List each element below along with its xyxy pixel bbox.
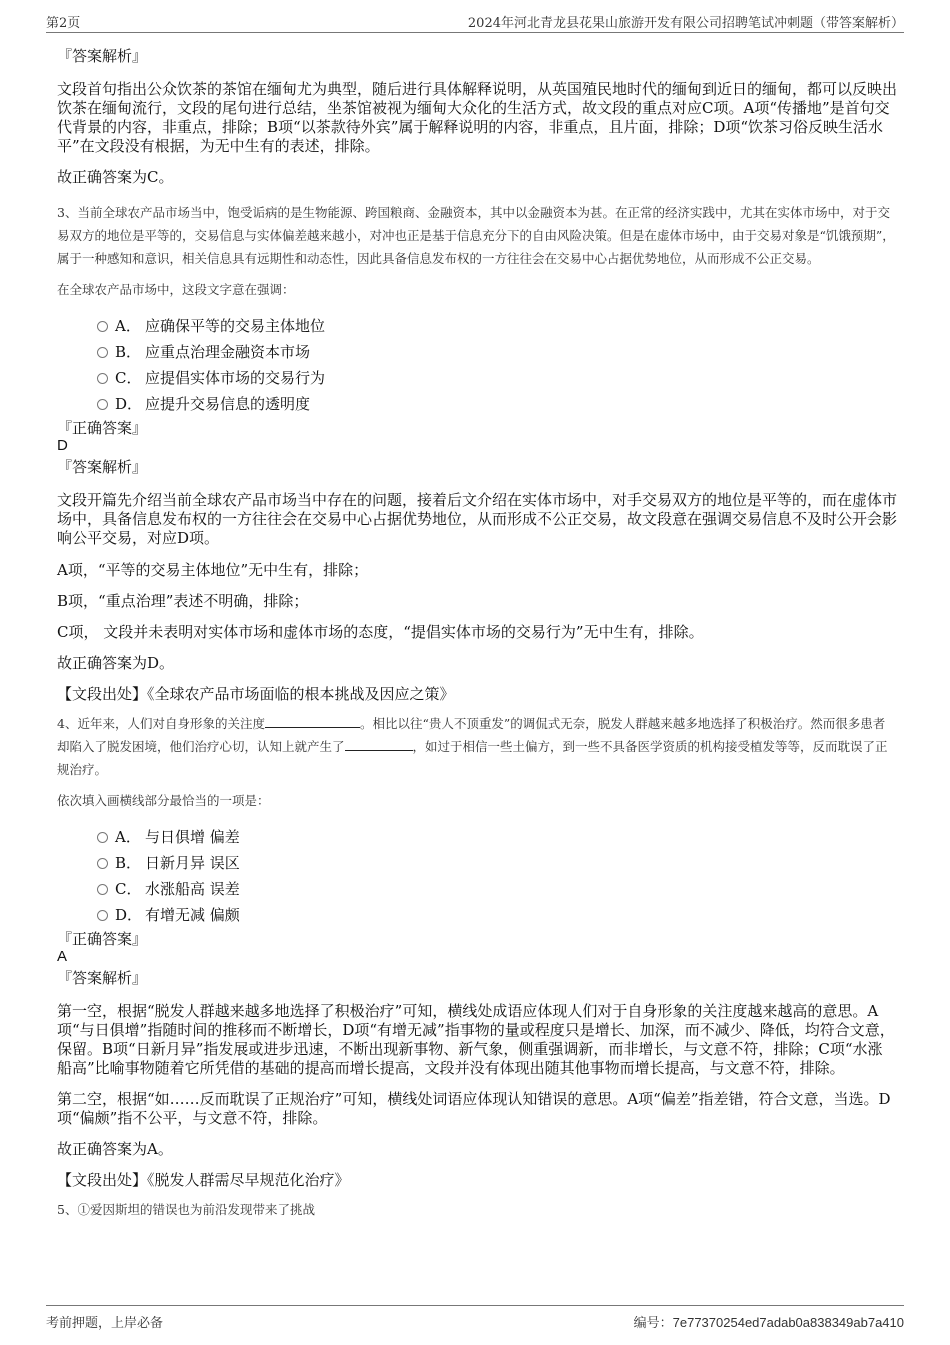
q3-analysis-tag: 『答案解析』 [57,458,148,476]
q3-stem: 3、当前全球农产品市场当中，饱受诟病的是生物能源、跨国粮商、金融资本，其中以金融资本为甚。在正常的经济实践中，尤其在实体市场中，对于交易双方的地位是平等的，交易信息与实体偏差越来越小，对冲也正是基于信息充分下的自由风险决策。但是在虚体市场中，由于交易对象是“饥饿预期”，属于一种感知和意识，相关信息具有远期性和动态性，因此具备信息发布权的一方往往会在交易中心占据优势地位，从而形成不公正交易。 [57,205,895,266]
footer-slogan: 考前押题，上岸必备 [46,1316,164,1331]
q4-option-a[interactable] [57,824,897,850]
option-text: 应提升交易信息的透明度 [145,395,311,413]
radio-icon[interactable] [97,347,108,358]
option-letter: B． [115,343,142,361]
q3-note-a: A项，“平等的交易主体地位”无中生有，排除； [57,561,369,579]
option-letter: D． [115,906,143,924]
q3-option-b[interactable] [57,339,897,365]
q3-source: 【文段出处】《全球农产品市场面临的根本挑战及因应之策》 [57,685,455,703]
q5-stem: 5、①爱因斯坦的错误也为前沿发现带来了挑战 [57,1202,315,1217]
option-letter: C． [115,880,142,898]
radio-icon[interactable] [97,373,108,384]
q4-analysis-tag: 『答案解析』 [57,969,148,987]
q4-option-b[interactable] [57,850,897,876]
option-letter: C． [115,369,142,387]
option-text: 应提倡实体市场的交易行为 [145,369,326,387]
q4-stem-part-2: 。相比以往“贵人不顶重发”的调侃式无奈，脱发人群越来越多地选择了积极治疗。然而很多患者却陷入了脱发困境，他们治疗心切，认知上就产生了 [57,716,886,754]
q4-source: 【文段出处】《脱发人群需尽早规范化治疗》 [57,1171,350,1189]
page-header [46,10,904,33]
option-text: 日新月异 误区 [145,854,240,872]
q4-stem-part-1: 4、近年来，人们对自身形象的关注度 [57,716,265,731]
q4-answer-tag: 『正确答案』 [57,930,148,948]
q3-option-d[interactable] [57,391,897,417]
option-text: 有增无减 偏颇 [145,906,240,924]
document-title: 2024年河北青龙县花果山旅游开发有限公司招聘笔试冲刺题（带答案解析） [467,16,904,31]
radio-icon[interactable] [97,910,108,921]
option-letter: D． [115,395,143,413]
fill-blank-2[interactable] [345,738,413,751]
page-content [57,46,897,1221]
q3-option-a[interactable] [57,313,897,339]
radio-icon[interactable] [97,321,108,332]
q3-analysis: 文段开篇先介绍当前全球农产品市场当中存在的问题，接着后文介绍在实体市场中，对手交易双方的地位是平等的，而在虚体市场中，具备信息发布权的一方往往会在交易中心占据优势地位，从而形成不公正交易，故文段意在强调交易信息不及时公开会影响公平交易，对应D项。 [57,491,898,547]
option-text: 应重点治理金融资本市场 [145,343,311,361]
radio-icon[interactable] [97,858,108,869]
q4-analysis-2: 第二空，根据“如……反而耽误了正规治疗”可知，横线处词语应体现认知错误的意思。A项“偏差”指差错，符合文意，当选。D项“偏颇”指不公平，与文意不符，排除。 [57,1090,891,1127]
q3-answer: D [57,437,68,454]
q4-analysis-1: 第一空，根据“脱发人群越来越多地选择了积极治疗”可知，横线处成语应体现人们对于自身形象的关注度越来越高的意思。A项“与日俱增”指随时间的推移而不断增长，D项“有增无减”指事物的量或程度只是增长、加深，而不减少、降低，均符合文意，保留。B项“日新月异”指发展或进步迅速，不断出现新事物、新气象，侧重强调新，而非增长，与文意不符，排除；C项“水涨船高”比喻事物随着它所凭借的基础的提高而增长提高，文段并没有体现出随其他事物而增长提高，与文意不符，排除。 [57,1002,895,1077]
q3-note-b: B项，“重点治理”表述不明确，排除； [57,592,309,610]
q2-analysis-tag: 『答案解析』 [57,47,148,65]
document-code [634,1312,904,1331]
q4-answer: A [57,948,68,965]
q3-conclusion: 故正确答案为D。 [57,654,175,672]
q4-conclusion: 故正确答案为A。 [57,1140,173,1158]
q4-stem [57,712,897,781]
q4-option-d[interactable] [57,902,897,928]
code-value: 7e77370254ed7adab0a838349ab7a410 [672,1315,904,1330]
radio-icon[interactable] [97,884,108,895]
q3-prompt: 在全球农产品市场中，这段文字意在强调： [57,282,295,297]
q3-option-c[interactable] [57,365,897,391]
option-text: 与日俱增 偏差 [145,828,240,846]
option-text: 水涨船高 误差 [145,880,240,898]
q4-options [57,824,897,928]
q2-analysis: 文段首句指出公众饮茶的茶馆在缅甸尤为典型，随后进行具体解释说明，从英国殖民地时代的缅甸到近日的缅甸，都可以反映出饮茶在缅甸流行，文段的尾句进行总结，坐茶馆被视为缅甸大众化的生活方式，故文段的重点对应C项。A项“传播地”是首句交代背景的内容，非重点，排除；B项“以茶款待外宾”属于解释说明的内容，非重点，且片面，排除；D项“饮茶习俗反映生活水平”在文段没有根据，为无中生有的表述，排除。 [57,80,898,155]
option-text: 应确保平等的交易主体地位 [145,317,326,335]
code-label: 编号： [633,1316,673,1331]
option-letter: A． [115,317,141,335]
q3-answer-tag: 『正确答案』 [57,419,148,437]
radio-icon[interactable] [97,399,108,410]
radio-icon[interactable] [97,832,108,843]
option-letter: B． [115,854,142,872]
page-number: 第2页 [46,16,81,31]
q4-prompt: 依次填入画横线部分最恰当的一项是： [57,793,270,808]
option-letter: A． [115,828,141,846]
q3-options [57,313,897,417]
q4-option-c[interactable] [57,876,897,902]
q4-stem-part-3: ，如过于相信一些土偏方，到一些不具备医学资质的机构接受植发等等，反而耽误了正规治疗。 [57,739,888,777]
page-footer [46,1305,904,1330]
q2-conclusion: 故正确答案为C。 [57,168,174,186]
q3-note-c: C项， 文段并未表明对实体市场和虚体市场的态度，“提倡实体市场的交易行为”无中生有，排除。 [57,623,704,641]
fill-blank-1[interactable] [265,715,360,728]
